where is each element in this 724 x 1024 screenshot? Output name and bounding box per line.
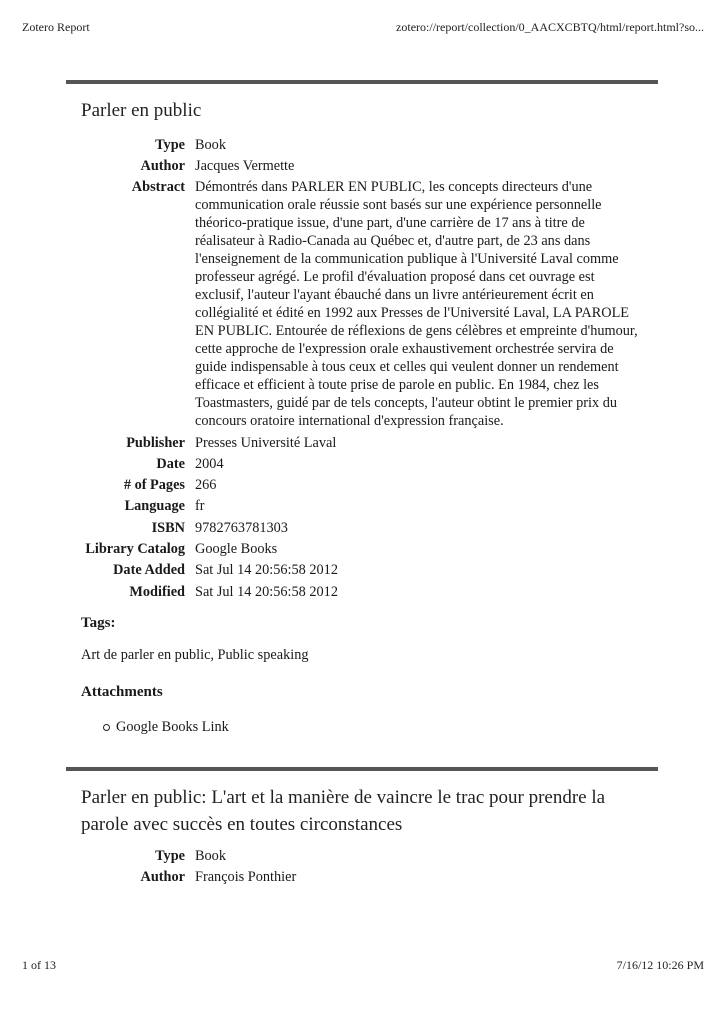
field-row-abstract [75, 177, 645, 432]
field-label: Modified [129, 583, 185, 600]
field-row-library-catalog [75, 538, 645, 559]
field-value: François Ponthier [195, 868, 297, 885]
field-label: Type [155, 136, 185, 153]
field-row-type [75, 134, 645, 155]
item-title: Parler en public: L'art et la manière de vaincre le trac pour prendre la parole avec succès en toutes circonstances [81, 787, 606, 835]
field-row-publisher [75, 432, 645, 453]
field-value: Presses Université Laval [195, 434, 337, 451]
field-label: # of Pages [123, 477, 185, 494]
field-value: Sat Jul 14 20:56:58 2012 [195, 562, 338, 579]
circle-bullet-icon [103, 724, 110, 731]
report-url: zotero://report/collection/0_AACXCBTQ/html/report.html?so... [396, 20, 704, 34]
print-timestamp: 7/16/12 10:26 PM [616, 958, 704, 972]
field-label: Library Catalog [85, 540, 185, 557]
attachment-item[interactable] [103, 719, 229, 736]
field-label: Type [155, 847, 185, 864]
field-row-isbn [75, 517, 645, 538]
item-fields-table [75, 845, 645, 888]
field-value: fr [195, 498, 205, 515]
field-value: Book [195, 136, 226, 153]
field-row-type [75, 845, 645, 866]
field-value: Jacques Vermette [195, 157, 295, 174]
field-row-date-added [75, 560, 645, 581]
item-fields-table [75, 134, 645, 602]
field-row-date [75, 453, 645, 474]
attachments-heading: Attachments [81, 684, 163, 700]
field-value: Sat Jul 14 20:56:58 2012 [195, 583, 338, 600]
attachment-link[interactable]: Google Books Link [116, 719, 229, 735]
field-label: Publisher [126, 434, 185, 451]
field-row-modified [75, 581, 645, 602]
field-value: 266 [195, 477, 217, 494]
field-value: 9782763781303 [195, 519, 288, 536]
field-label: Date Added [113, 562, 185, 579]
tags-heading: Tags: [81, 615, 116, 631]
field-label: Author [140, 157, 185, 174]
field-value: 2004 [195, 455, 224, 472]
field-label: Author [140, 868, 185, 885]
item-separator [66, 80, 658, 84]
field-value: Book [195, 847, 226, 864]
item-title: Parler en public [81, 100, 202, 121]
field-label: Abstract [131, 179, 185, 196]
field-value: Google Books [195, 540, 278, 557]
report-title: Zotero Report [22, 20, 90, 34]
item-separator [66, 767, 658, 771]
field-row-language [75, 496, 645, 517]
field-label: ISBN [151, 519, 185, 536]
field-row-author [75, 866, 645, 887]
field-label: Date [156, 455, 185, 472]
field-label: Language [124, 498, 185, 515]
field-row-pages [75, 474, 645, 495]
field-value: Démontrés dans PARLER EN PUBLIC, les concepts directeurs d'une communication orale réussie sont basés sur une expérience personnelle théorico-pratique issue, d'une part, d'une carrière de 17 ans à titre de réalisateur à Radio-Canada au Québec et, d'autre part, de 23 ans dans l'enseignement de la communication publique à l'Université Laval comme professeur agrégé. Le profil d'évaluation proposé dans cet ouvrage est exclusif, l'auteur l'ayant ébauché dans un livre antérieurement écrit en collégialité et édité en 1992 aux Presses de l'Université Laval, LA PAROLE EN PUBLIC. Entourée de réflexions de gens célèbres et empreinte d'humour, cette approche de l'expression orale exhaustivement orchestrée servira de guide indispensable à tous ceux et celles qui veulent donner un rendement efficace et efficient à toute prise de parole en public. En 1984, chez les Toastmasters, guidé par de tels concepts, l'auteur obtint le premier prix du concours oratoire international d'expression française. [195, 179, 638, 430]
tags-list: Art de parler en public, Public speaking [81, 647, 309, 663]
field-row-author [75, 155, 645, 176]
page-number: 1 of 13 [22, 958, 56, 972]
